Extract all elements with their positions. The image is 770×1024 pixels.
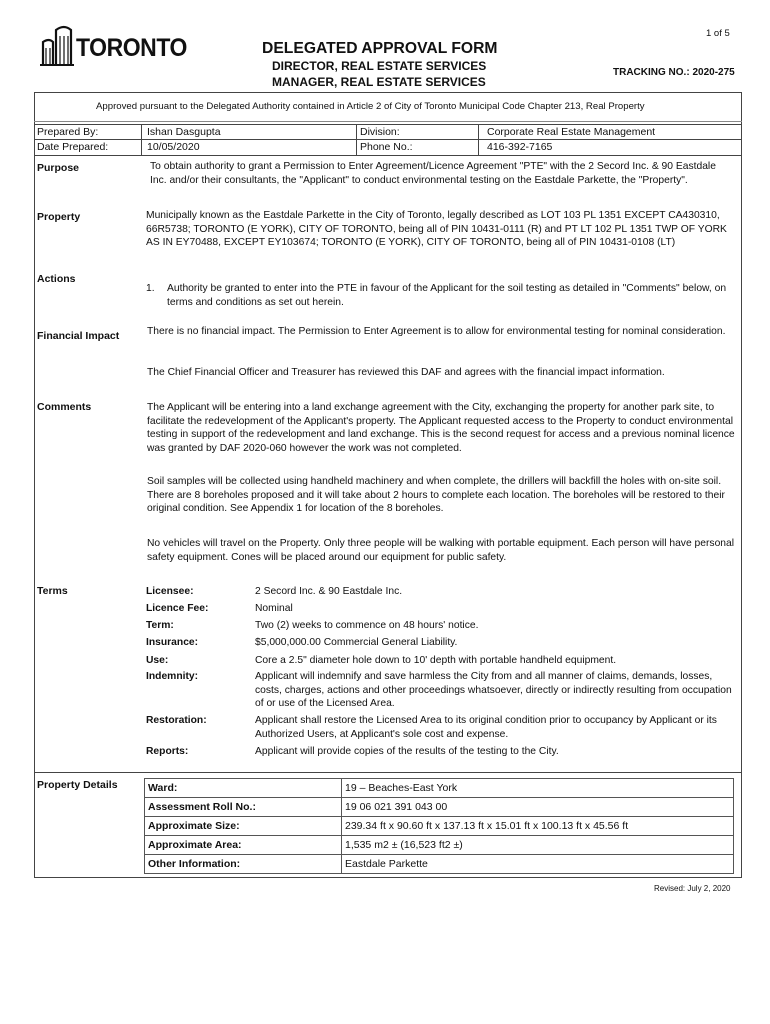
form-subtitle-director: DIRECTOR, REAL ESTATE SERVICES — [272, 59, 487, 73]
term-key: Use: — [146, 655, 169, 666]
terms-label: Terms — [37, 585, 68, 597]
date-prepared-value: 10/05/2020 — [147, 141, 200, 153]
frame-right — [741, 92, 742, 878]
financial-impact-review: The Chief Financial Officer and Treasurer has reviewed this DAF and agrees with the financial impact information. — [147, 367, 665, 378]
term-value: $5,000,000.00 Commercial General Liability. — [255, 637, 458, 648]
detail-value: Eastdale Parkette — [342, 855, 734, 874]
detail-key: Approximate Area: — [145, 836, 342, 855]
authority-divider — [34, 121, 742, 122]
authority-text: Approved pursuant to the Delegated Authority contained in Article 2 of City of Toronto Municipal Code Chapter 213, Real Property — [96, 101, 645, 112]
table-row — [145, 855, 734, 874]
property-label: Property — [37, 211, 81, 223]
revised-date: Revised: July 2, 2020 — [654, 884, 731, 893]
frame-left — [34, 92, 35, 878]
term-key: Reports: — [146, 746, 189, 757]
tracking-label: TRACKING NO.: — [613, 67, 690, 78]
actions-label: Actions — [37, 273, 76, 285]
term-key: Licensee: — [146, 586, 194, 597]
property-details-divider — [34, 772, 742, 773]
city-hall-icon — [40, 24, 74, 66]
detail-key: Approximate Size: — [145, 817, 342, 836]
detail-value: 239.34 ft x 90.60 ft x 137.13 ft x 15.01 ft x 100.13 ft x 45.56 ft — [342, 817, 734, 836]
table-row — [145, 779, 734, 798]
financial-impact-text: There is no financial impact. The Permission to Enter Agreement is to allow for environmental testing for nominal consideration. — [147, 326, 726, 337]
financial-impact-label: Financial Impact — [37, 330, 120, 342]
tracking-value: 2020-275 — [692, 67, 735, 78]
term-value: 2 Secord Inc. & 90 Eastdale Inc. — [255, 586, 403, 597]
frame-top — [34, 92, 742, 93]
frame-bottom — [34, 877, 742, 878]
detail-value: 19 06 021 391 043 00 — [342, 798, 734, 817]
property-text: Municipally known as the Eastdale Parkette in the City of Toronto, legally described as LOT 103 PL 1351 EXCEPT CA430310, 66R5738; TORONTO (E YORK), CITY OF TORONTO, being all of PIN 10431-0111 (R) and PT LT 102 PL 1351 TWP OF YORK AS IN EY70488, EXCEPT EY103674; TORONTO (E YORK), CITY OF TORONTO, being all of PIN 10431-0108 (LT) — [146, 210, 727, 248]
term-key: Licence Fee: — [146, 603, 209, 614]
tracking-number — [613, 67, 735, 78]
detail-value: 1,535 m2 ± (16,523 ft2 ±) — [342, 836, 734, 855]
header-grid-col1 — [141, 124, 142, 155]
term-key: Restoration: — [146, 715, 207, 726]
purpose-label: Purpose — [37, 162, 80, 174]
phone-label: Phone No.: — [360, 141, 413, 153]
actions-item-text: Authority be granted to enter into the PTE in favour of the Applicant for the soil testing as detailed in "Comments" below, on terms and conditions as set out herein. — [167, 283, 727, 308]
detail-key: Assessment Roll No.: — [145, 798, 342, 817]
division-value: Corporate Real Estate Management — [487, 126, 656, 138]
term-key: Indemnity: — [146, 671, 199, 682]
detail-value: 19 – Beaches-East York — [342, 779, 734, 798]
term-value: Two (2) weeks to commence on 48 hours' notice. — [255, 620, 479, 631]
division-label: Division: — [360, 126, 400, 138]
actions-item-number: 1. — [146, 283, 155, 294]
comments-paragraph-3: No vehicles will travel on the Property. Only three people will be walking with portable equipment. Each person will have personal safety equipment. Cones will be placed around our equipment for public safety. — [147, 538, 735, 563]
prepared-by-label: Prepared By: — [37, 126, 99, 138]
toronto-logo — [40, 24, 187, 66]
prepared-by-value: Ishan Dasgupta — [147, 126, 221, 138]
property-details-label: Property Details — [37, 779, 118, 791]
page-number: 1 of 5 — [706, 28, 730, 39]
table-row — [145, 798, 734, 817]
term-key: Term: — [146, 620, 174, 631]
form-title: DELEGATED APPROVAL FORM — [262, 40, 498, 57]
date-prepared-label: Date Prepared: — [37, 141, 109, 153]
comments-label: Comments — [37, 401, 92, 413]
comments-paragraph-1: The Applicant will be entering into a land exchange agreement with the City, exchanging the property for another park site, to facilitate the redevelopment of the Applicant's property. The Applicant requested access to the Property to conduct environmental testing in support of the redevelopment and land exchange. This is the second request for access and a previous nominal licence was granted by DAF 2020-060 however the work was not completed. — [147, 402, 735, 454]
logo-wordmark: TORONTO — [76, 34, 187, 62]
phone-value: 416-392-7165 — [487, 141, 553, 153]
property-details-table — [144, 778, 734, 874]
detail-key: Other Information: — [145, 855, 342, 874]
term-value: Nominal — [255, 603, 293, 614]
comments-paragraph-2: Soil samples will be collected using handheld machinery and when complete, the drillers will backfill the holes with on-site soil. There are 8 boreholes proposed and it will take about 2 hours to complete each location. The boreholes will be restored to their original condition. See Appendix 1 for location of the 8 boreholes. — [147, 476, 725, 514]
header-grid-bottom — [34, 155, 742, 156]
term-value: Applicant will provide copies of the results of the testing to the City. — [255, 746, 559, 757]
term-key: Insurance: — [146, 637, 199, 648]
term-value: Applicant shall restore the Licensed Area to its original condition prior to occupancy by Applicant or its Authorized Users, at Applicant's sole cost and expense. — [255, 715, 717, 740]
form-subtitle-manager: MANAGER, REAL ESTATE SERVICES — [272, 75, 486, 89]
header-grid-col2 — [356, 124, 357, 155]
purpose-text: To obtain authority to grant a Permission to Enter Agreement/Licence Agreement "PTE" with the 2 Secord Inc. & 90 Eastdale Inc. and/or their consultants, the "Applicant" to conduct environmental testing on the Eastdale Parkette, the "Property". — [150, 161, 716, 186]
detail-key: Ward: — [145, 779, 342, 798]
term-value: Core a 2.5" diameter hole down to 10' depth with portable handheld equipment. — [255, 655, 617, 666]
table-row — [145, 817, 734, 836]
table-row — [145, 836, 734, 855]
term-value: Applicant will indemnify and save harmless the City from and all manner of claims, demands, losses, costs, charges, actions and other proceedings whatsoever, directly or indirectly resulting from occupation of or use of the Licensed Area. — [255, 671, 732, 709]
header-grid-col3 — [478, 124, 479, 155]
